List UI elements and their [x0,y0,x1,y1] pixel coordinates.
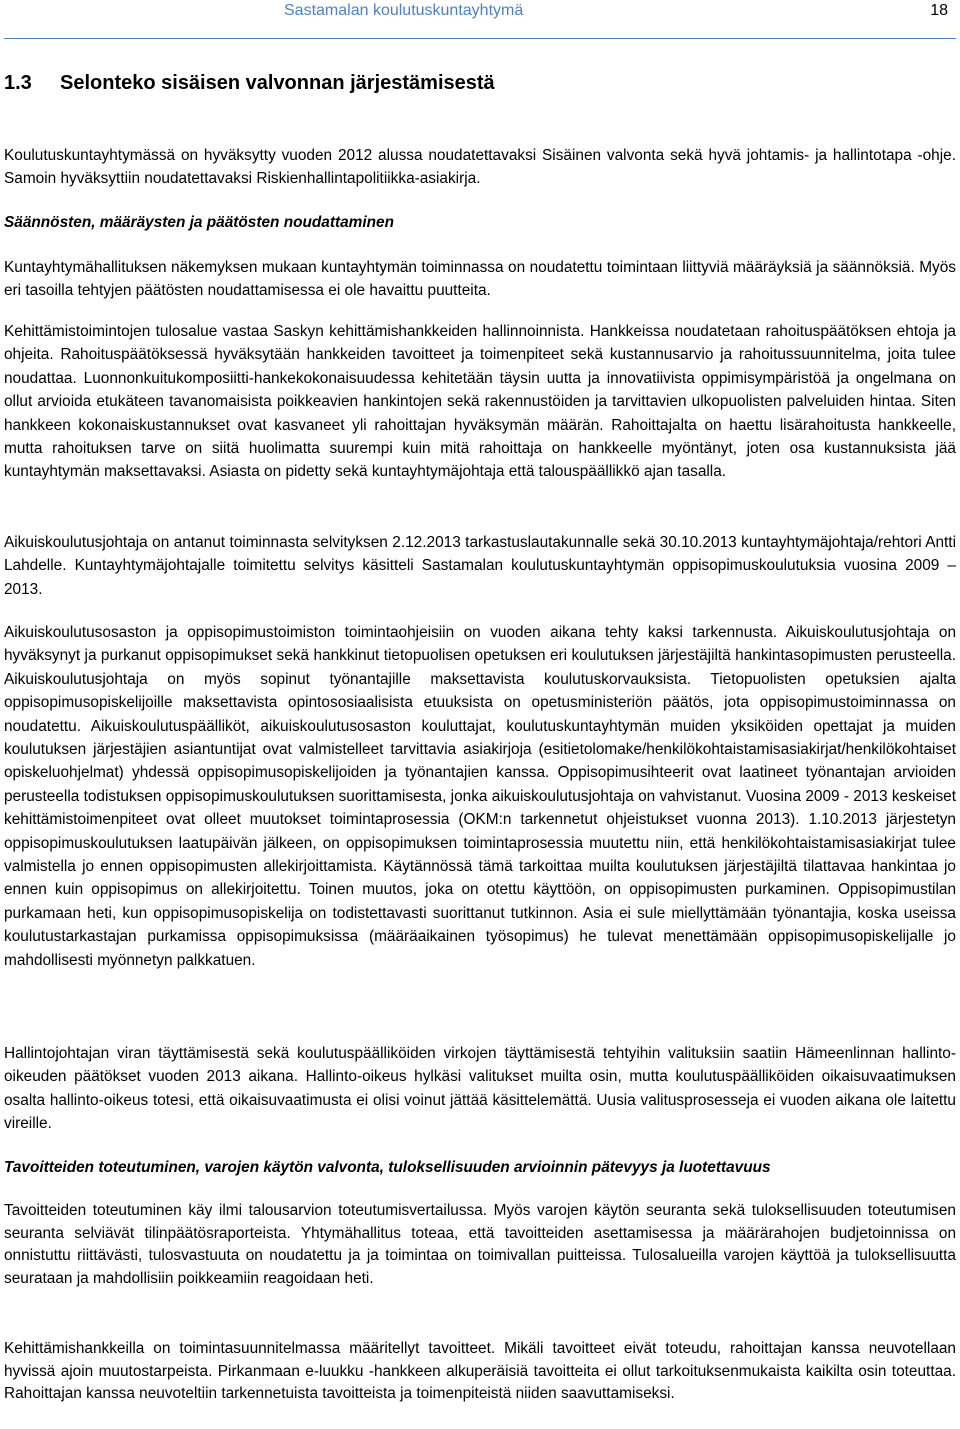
subheading-goals: Tavoitteiden toteutuminen, varojen käytön valvonta, tuloksellisuuden arvioinnin pätevyys ja luotettavuus [4,1159,771,1176]
paragraph-3: Kehittämistoimintojen tulosalue vastaa Saskyn kehittämishankkeiden hallinnoinnista. Hankkeissa noudatetaan rahoituspäätöksen ehtoja ja ohjeita. Rahoituspäätöksessä hyväksytään hankkeiden tavoitteet ja toimenpiteet sekä kustannusarvio ja rahoitussuunnitelma, joita tulee noudattaa. Luonnonkuitukomposiitti-hankekokonaisuudessa kehitetään täysin uutta ja innovatiivista oppimisympäristöä ja ongelmana on ollut arvioida etukäteen tavanomaisista poikkeavien hankintojen sekä rakennustöiden ja tarvittavien ulkopuolisten palveluiden hintaa. Siten hankkeen kokonaiskustannukset ovat kasvaneet yli rahoittajan hyväksymän määrän. Rahoittajalta on haettu lisärahoitusta hankkeelle, mutta rahoituksen tarve on siitä huolimatta suurempi kuin mitä rahoittaja on hankkeelle myöntänyt, joten osa kustannuksista jää kuntayhtymän maksettavaksi. Asiasta on pidetty sekä kuntayhtymäjohtaja että talouspäällikkö ajan tasalla. [4,323,956,481]
paragraph-5: Aikuiskoulutusosaston ja oppisopimustoimiston toimintaohjeisiin on vuoden aikana tehty kaksi tarkennusta. Aikuiskoulutusjohtaja on hyväksynyt ja purkanut oppisopimukset sekä hankkinut tietopuolisen opetuksen eri koulutuksen järjestäjiltä hankintasopimusten perusteella. Aikuiskoulutusjohtaja on myös sopinut työnantajille maksettavista koulutuskorvauksista. Tietopuolisten opetuksien ajalta oppisopimusopiskelijoille maksettavista opintososiaalisista etuuksista on opetusministeriön päätös, jota oppisopimustoiminnassa on noudatettu. Aikuiskoulutuspäälliköt, aikuiskoulutusosaston kouluttajat, koulutuskuntayhtymän muiden yksiköiden opettajat ja muiden koulutuksen järjestäjien asiantuntijat ovat valmistelleet tarvittavia asiakirjoja (esitietolomake/henkilökohtaistamisasiakirjat/henkilökohtaiset opiskeluohjelmat) yhdessä oppisopimusopiskelijoiden ja työnantajien kanssa. Oppisopimusihteerit ovat laatineet työnantajan arvioiden perusteella todistuksen oppisopimuskoulutuksen suorittamisesta, jonka aikuiskoulutusjohtaja on vahvistanut. Vuosina 2009 - 2013 keskeiset kehittämistoimenpiteet ovat olleet muutokset toimintaprosessia (OKM:n tarkennetut ohjeistukset vuonna 2013). 1.10.2013 järjestetyn oppisopimuskoulutuksen laatupäivän jälkeen, on oppisopimuksen toimintaprosessia muutettu niin, että henkilökohtaistamisasiakirjat tulee valmistella jo ennen oppisopimusten allekirjoittamista. Käytännössä tämä tarkoittaa muilta koulutuksen järjestäjiltä tilattavaa hankintaa jo ennen kuin oppisopimus on allekirjoitettu. Toinen muutos, joka on otettu käyttöön, on oppisopimusten purkaminen. Oppisopimustilan purkamaan heti, kun oppisopimusopiskelija on todistettavasti suorittanut tutkinnon. Asia ei sule miellyttämään työnantajia, koska useissa koulutustarkastajan purkamissa oppisopimuksissa (määräaikainen työsopimus) he tulevat menettämään oppisopimusopiskelijalle jo mahdollisesti myönnetyn palkkatuen. [4,624,956,969]
section-number: 1.3 [4,72,32,94]
paragraph-8: Kehittämishankkeilla on toimintasuunnitelmassa määritellyt tavoitteet. Mikäli tavoitteet eivät toteudu, rahoittajan kanssa neuvotellaan hyvissä ajoin muutostarpeista. Pirkanmaan e-luukku -hankkeen alkuperäisiä tavoitteita ei ollut tarkoituksenmukaista kaikilta osin toteuttaa. Rahoittajan kanssa neuvoteltiin tarkennetuista tavoitteista ja toimenpiteistä niiden saavuttamiseksi. [4,1340,956,1403]
paragraph-1: Koulutuskuntayhtymässä on hyväksytty vuoden 2012 alussa noudatettavaksi Sisäinen valvonta sekä hyvä johtamis- ja hallintotapa -ohje. Samoin hyväksyttiin noudatettavaksi Riskienhallintapolitiikka-asiakirja. [4,147,956,188]
paragraph-2: Kuntayhtymähallituksen näkemyksen mukaan kuntayhtymän toiminnassa on noudatettu toimintaan liittyviä määräyksiä ja säännöksiä. Myös eri tasoilla tehtyjen päätösten noudattamisessa ei ole havaittu puutteita. [4,259,956,300]
header-title: Sastamalan koulutuskuntayhtymä [284,2,524,19]
section-title: Selonteko sisäisen valvonnan järjestämisestä [60,72,495,94]
section-heading [4,72,495,95]
paragraph-6: Hallintojohtajan viran täyttämisestä sekä koulutuspäälliköiden virkojen täyttämisestä tehtyihin valituksiin saatiin Hämeenlinnan hallinto-oikeuden päätökset vuoden 2013 aikana. Hallinto-oikeus hylkäsi valitukset muilta osin, mutta koulutuspäälliköiden oikaisuvaatimuksen osalta hallinto-oikeus totesi, että oikaisuvaatimusta ei olisi voinut jättää käsittelemättä. Uusia valitusprosesseja ei vuoden aikana ole laitettu vireille. [4,1045,956,1133]
paragraph-4: Aikuiskoulutusjohtaja on antanut toiminnasta selvityksen 2.12.2013 tarkastuslautakunnalle sekä 30.10.2013 kuntayhtymäjohtaja/rehtori Antti Lahdelle. Kuntayhtymäjohtajalle toimitettu selvitys käsitteli Sastamalan koulutuskuntayhtymän oppisopimuskoulutuksia vuosina 2009 – 2013. [4,534,956,598]
page-number: 18 [930,2,948,19]
header-divider [4,38,956,39]
paragraph-7: Tavoitteiden toteutuminen käy ilmi talousarvion toteutumisvertailussa. Myös varojen käytön seuranta sekä tuloksellisuuden toteutumisen seuranta selviävät tilinpäätösraporteista. Yhtymähallitus toteaa, että tavoitteiden asettamisessa ja määrärahojen budjetoinnissa on onnistuttu riittävästi, tulosvastuuta on noudatettu ja ja toimintaa on toimivallan puitteissa. Tulosalueilla varojen käyttöä ja tuloksellisuutta seurataan ja mahdollisiin poikkeamiin reagoidaan heti. [4,1202,956,1288]
subheading-compliance: Säännösten, määräysten ja päätösten noudattaminen [4,214,394,231]
running-header [284,2,948,28]
